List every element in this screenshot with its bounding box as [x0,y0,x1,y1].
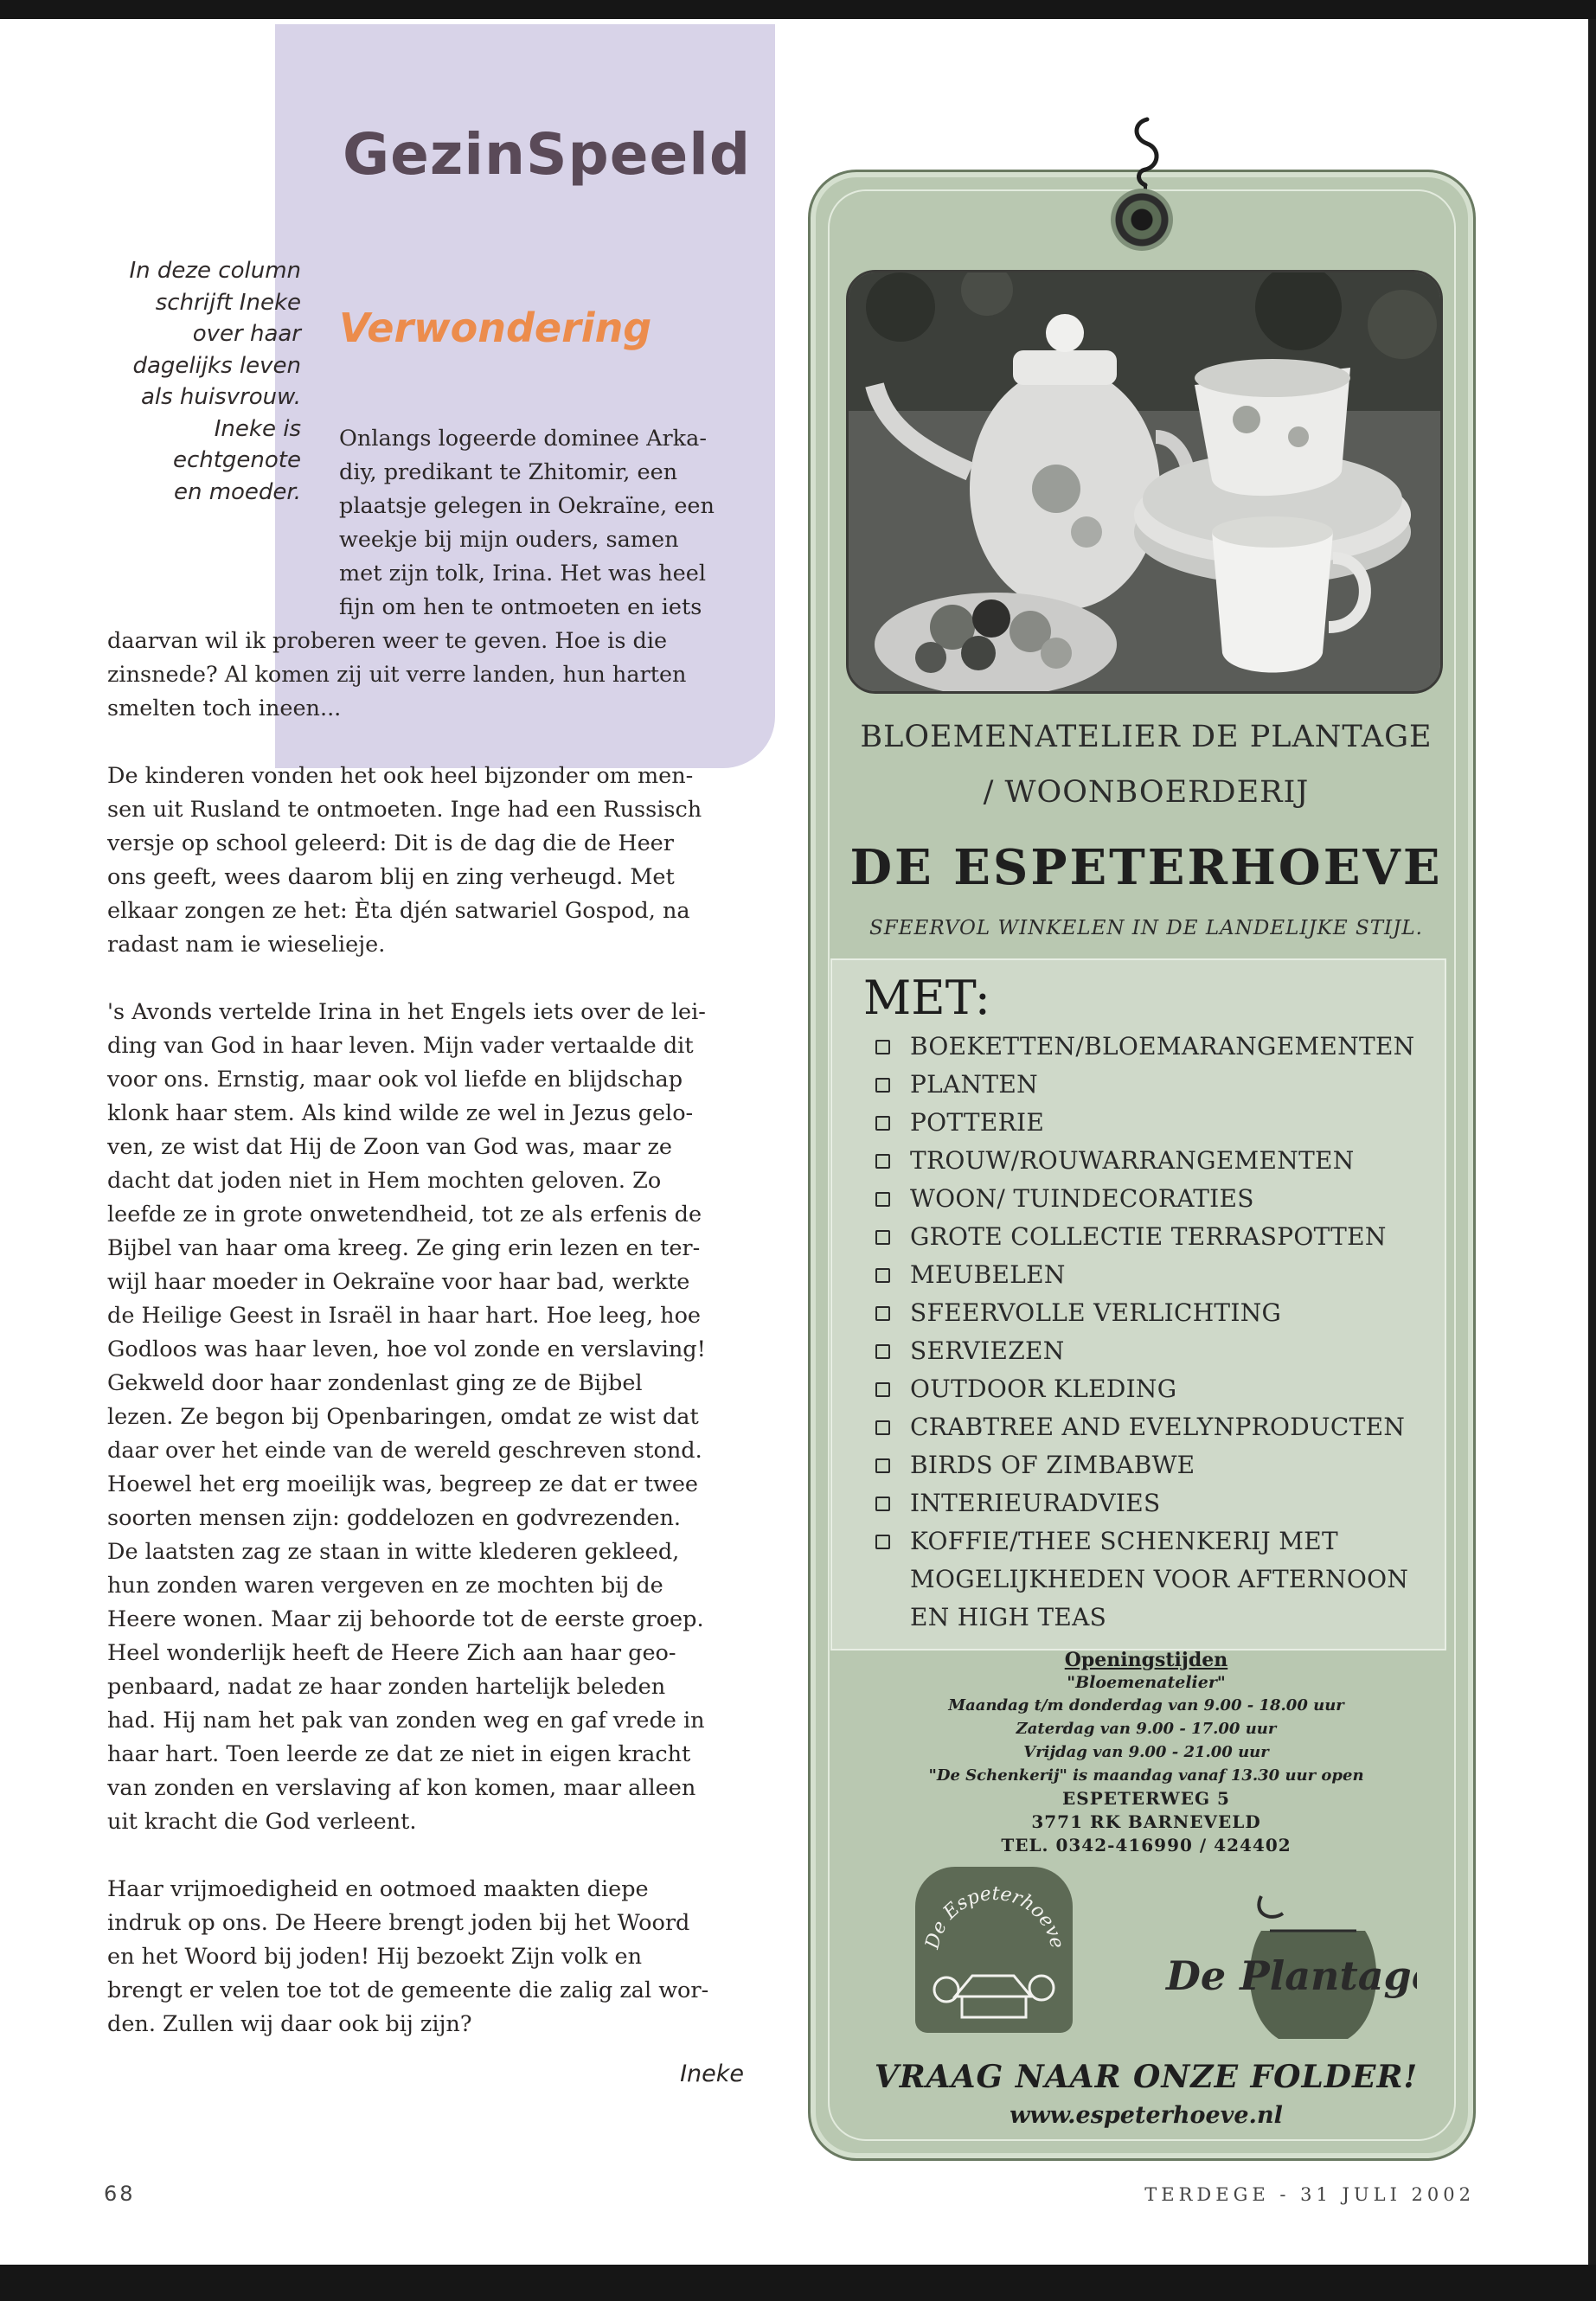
page-right-border [1588,19,1596,2265]
text-line: zinsnede? Al komen zij uit verre landen, hun harten [107,662,687,688]
text-line: Godloos was haar leven, hoe vol zonde en verslaving! [107,1336,706,1362]
text-line: Hoewel het erg moeilijk was, begreep ze dat er twee [107,1471,699,1497]
checkbox-bullet-icon [875,1306,890,1321]
text-line: daarvan wil ik proberen weer te geven. Hoe is die [107,628,668,654]
article-paragraph-2 [107,760,749,962]
ad-service-item [872,1180,1443,1218]
article-paragraph-3 [107,996,749,1839]
ad-headline-line-2: / WOONBOERDERIJ [983,775,1310,810]
checkbox-bullet-icon [875,1192,890,1207]
checkbox-bullet-icon [875,1078,890,1093]
article-title: Verwondering [339,304,652,351]
ad-services-title: MET: [863,971,990,1025]
text-line: ons geeft, wees daarom blij en zing verheugd. Met [107,864,675,890]
ad-service-label: PLANTEN [910,1070,1038,1099]
text-line: daar over het einde van de wereld geschreven stond. [107,1438,702,1464]
svg-text:De Espeterhoeve [921,1883,1067,1952]
text-line: voor ons. Ernstig, maar ook vol liefde en blijdschap [107,1067,683,1093]
text-line: Gekweld door haar zondenlast ging ze de Bijbel [107,1370,643,1396]
ad-service-label: WOON/ TUINDECORATIES [910,1184,1254,1213]
text-line: de Heilige Geest in Israël in haar hart. Hoe leeg, hoe [107,1303,702,1329]
author-signature: Ineke [680,2061,744,2087]
column-title: GezinSpeeld [343,121,752,188]
text-line: dacht dat joden niet in Hem mochten geloven. Zo [107,1168,662,1194]
intro-line: Ineke is [214,415,301,442]
checkbox-bullet-icon [875,1344,890,1359]
text-line: Haar vrijmoedigheid en ootmoed maakten diepe [107,1876,649,1902]
intro-line: en moeder. [173,478,301,505]
de-plantage-logo-text: De Plantage [1166,1952,1417,1999]
text-line: De laatsten zag ze staan in witte klederen gekleed, [107,1539,680,1565]
opening-hours-line: Maandag t/m donderdag van 9.00 - 18.00 uur [948,1696,1344,1715]
intro-line: echtgenote [172,447,301,473]
page-top-border [0,0,1596,19]
address-line: TEL. 0342-416990 / 424402 [1001,1835,1292,1856]
text-line: klonk haar stem. Als kind wilde ze wel in Jezus gelo- [107,1100,694,1126]
checkbox-bullet-icon [875,1382,890,1397]
text-line: lezen. Ze begon bij Openbaringen, omdat ze wist dat [107,1404,699,1430]
opening-hours-title: Openingstijden [1064,1649,1228,1671]
text-line: uit kracht die God verleent. [107,1809,417,1835]
text-line: Bijbel van haar oma kreeg. Ze ging erin lezen en ter- [107,1235,701,1261]
ad-services-list [872,1028,1443,1637]
ad-service-label: MEUBELEN [910,1260,1066,1289]
ad-website-link[interactable]: www.espeterhoeve.nl [1010,2102,1283,2129]
text-line: weekje bij mijn ouders, samen [339,527,679,553]
ad-service-label-line: MOGELIJKHEDEN VOOR AFTERNOON [910,1565,1409,1593]
ad-service-item [872,1370,1443,1408]
text-line: Onlangs logeerde dominee Arka- [339,426,707,452]
tableware-photo [846,270,1443,694]
checkbox-bullet-icon [875,1116,890,1131]
ad-service-item [872,1104,1443,1142]
ad-service-item [872,1066,1443,1104]
ad-service-item [872,1522,1443,1637]
ad-service-label-line: EN HIGH TEAS [910,1603,1107,1631]
text-line: plaatsje gelegen in Oekraïne, een [339,493,715,519]
article-paragraph-1-indented [107,422,749,625]
opening-hours-subtitle: "Bloemenatelier" [1067,1673,1226,1692]
ad-service-label: OUTDOOR KLEDING [910,1375,1177,1403]
ad-service-item [872,1446,1443,1484]
text-line: wijl haar moeder in Oekraïne voor haar bad, werkte [107,1269,690,1295]
article-body [107,422,749,2075]
de-plantage-logo [1157,1879,1417,2052]
text-line: en het Woord bij joden! Hij bezoekt Zijn volk en [107,1944,643,1970]
text-line: Heere wonen. Maar zij behoorde tot de eerste groep. [107,1606,704,1632]
ad-service-item [872,1142,1443,1180]
intro-line: als huisvrouw. [140,384,301,410]
intro-line: schrijft Ineke [155,289,301,316]
intro-line: over haar [192,321,301,347]
espeterhoeve-logo-text: De Espeterhoeve [921,1882,1068,1952]
text-line: van zonden en verslaving af kon komen, maar alleen [107,1775,696,1801]
text-line: 's Avonds vertelde Irina in het Engels iets over de lei- [107,999,706,1025]
ad-service-label: SERVIEZEN [910,1336,1065,1365]
plant-pot-logo-icon [1157,1879,1417,2052]
checkbox-bullet-icon [875,1154,890,1169]
text-line: ven, ze wist dat Hij de Zoon van God was, maar ze [107,1134,672,1160]
article-paragraph-4 [107,1873,749,2041]
text-line: penbaard, nadat ze haar zonden hartelijk beleden [107,1674,666,1700]
ad-service-label: GROTE COLLECTIE TERRASPOTTEN [910,1222,1387,1251]
ad-service-item [872,1256,1443,1294]
checkbox-bullet-icon [875,1268,890,1283]
intro-line: In deze column [129,258,301,284]
text-line: radast nam ie wieselieje. [107,932,386,958]
text-line: hun zonden waren vergeven en ze mochten bij de [107,1573,663,1599]
ad-service-label-line: KOFFIE/THEE SCHENKERIJ MET [910,1527,1338,1555]
text-line: brengt er velen toe tot de gemeente die zalig zal wor- [107,1977,709,2003]
text-line: Heel wonderlijk heeft de Heere Zich aan haar geo- [107,1640,676,1666]
page-bottom-border [0,2265,1596,2301]
ad-service-item [872,1332,1443,1370]
ad-service-label: INTERIEURADVIES [910,1489,1161,1517]
text-line: versje op school geleerd: Dit is de dag die de Heer [107,830,674,856]
opening-hours-line: Vrijdag van 9.00 - 21.00 uur [1023,1743,1269,1761]
text-line: had. Hij nam het pak van zonden weg en gaf vrede in [107,1708,705,1734]
text-line: De kinderen vonden het ook heel bijzonder om men- [107,763,694,789]
text-line: met zijn tolk, Irina. Het was heel [339,561,706,586]
ad-tagline: SFEERVOL WINKELEN IN DE LANDELIJKE STIJL. [869,917,1423,939]
text-line: soorten mensen zijn: goddelozen en godvrezenden. [107,1505,682,1531]
text-line: diy, predikant te Zhitomir, een [339,459,678,485]
checkbox-bullet-icon [875,1230,890,1245]
publication-footer: TERDEGE - 31 JULI 2002 [1144,2184,1475,2205]
text-line: fijn om hen te ontmoeten en iets [339,594,702,620]
address-line: 3771 RK BARNEVELD [1031,1811,1261,1832]
page-number: 68 [104,2182,136,2206]
opening-hours-line: "De Schenkerij" is maandag vanaf 13.30 uur open [928,1766,1364,1785]
opening-hours [830,1649,1462,1857]
hanger-eyelet-icon [1111,189,1173,251]
espeterhoeve-logo [915,1867,1073,2033]
ad-service-label: TROUW/ROUWARRANGEMENTEN [910,1146,1355,1175]
ad-service-label: POTTERIE [910,1108,1045,1137]
ad-service-item [872,1484,1443,1522]
ad-brand-name: DE ESPETERHOEVE [849,839,1443,896]
ad-call-to-action: VRAAG NAAR ONZE FOLDER! [874,2059,1419,2095]
text-line: den. Zullen wij daar ook bij zijn? [107,2011,472,2037]
checkbox-bullet-icon [875,1535,890,1549]
ad-service-item [872,1294,1443,1332]
teaset-image [849,272,1443,694]
ad-service-item [872,1028,1443,1066]
ad-service-label: BOEKETTEN/BLOEMARANGEMENTEN [910,1032,1415,1061]
text-line: ding van God in haar leven. Mijn vader vertaalde dit [107,1033,694,1059]
ad-service-label: BIRDS OF ZIMBABWE [910,1451,1195,1479]
ad-service-label: CRABTREE AND EVELYNPRODUCTEN [910,1413,1406,1441]
opening-hours-line: Zaterdag van 9.00 - 17.00 uur [1016,1720,1277,1738]
ad-headline-line-1: BLOEMENATELIER DE PLANTAGE [860,720,1433,754]
checkbox-bullet-icon [875,1420,890,1435]
checkbox-bullet-icon [875,1458,890,1473]
ad-service-label: SFEERVOLLE VERLICHTING [910,1298,1282,1327]
text-line: leefde ze in grote onwetendheid, tot ze als erfenis de [107,1202,702,1227]
text-line: haar hart. Toen leerde ze dat ze niet in eigen kracht [107,1741,691,1767]
address-line: ESPETERWEG 5 [1062,1788,1230,1809]
farmhouse-logo-icon [915,1867,1073,2033]
ad-service-item [872,1218,1443,1256]
text-line: smelten toch ineen... [107,695,342,721]
text-line: elkaar zongen ze het: Èta djén satwariel Gospod, na [107,898,690,924]
article-paragraph-1-rest [107,625,749,726]
text-line: indruk op ons. De Heere brengt joden bij het Woord [107,1910,690,1936]
ad-service-item [872,1408,1443,1446]
checkbox-bullet-icon [875,1497,890,1511]
intro-line: dagelijks leven [132,352,301,379]
checkbox-bullet-icon [875,1040,890,1054]
text-line: sen uit Rusland te ontmoeten. Inge had een Russisch [107,797,702,823]
